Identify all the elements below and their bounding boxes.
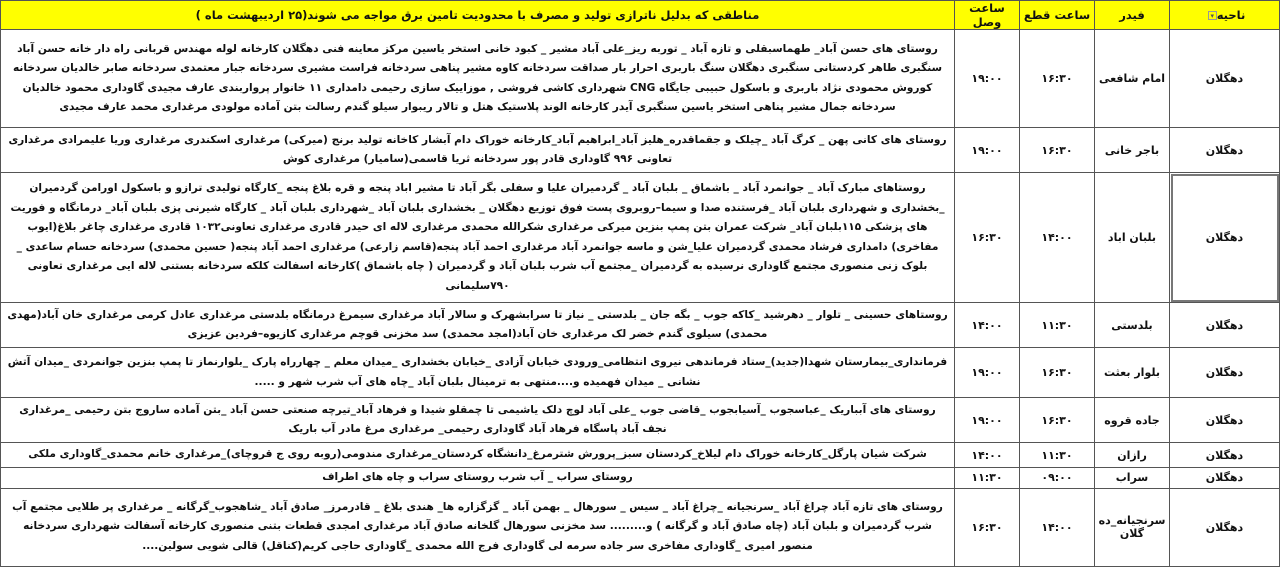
region-cell[interactable]: دهگلان [1170,468,1280,489]
connect-time-cell[interactable]: ۱۹:۰۰ [955,348,1020,398]
region-cell[interactable]: دهگلان [1170,303,1280,348]
cut-time-cell[interactable]: ۱۴:۰۰ [1020,488,1095,566]
connect-time-cell[interactable]: ۱۹:۰۰ [955,30,1020,128]
table-row [1,443,1280,468]
connect-time-cell[interactable]: ۱۶:۳۰ [955,488,1020,566]
cut-time-cell[interactable]: ۱۶:۳۰ [1020,348,1095,398]
feeder-cell[interactable]: امام شافعی [1095,30,1170,128]
cut-time-cell[interactable]: ۱۱:۳۰ [1020,303,1095,348]
header-areas: مناطقی که بدلیل ناترازی تولید و مصرف با محدودیت تامین برق مواجه می شوند(۲۵ اردیبهشت ماه ) [1,1,955,30]
areas-cell[interactable]: فرمانداری_بیمارستان شهدا(جدید)_ستاد فرماندهی نیروی انتظامی_ورودی خیابان آزادی _خیابان بخشداری _میدان معلم _ چهارراه پارک _بلوارنماز تا پمپ بنزین جوانمردی _میدان آتش نشانی _ میدان فهمیده و....منتهی به ترمینال بلبان آباد _چاه های آب شرب شهر و ..... [1,348,955,398]
cut-time-cell[interactable]: ۱۶:۳۰ [1020,30,1095,128]
connect-time-cell[interactable]: ۱۹:۰۰ [955,128,1020,173]
areas-cell[interactable]: روستاهای حسینی _ تلوار _ دهرشید _کاکه جوب _ بگه جان _ بلدستی _ نیاز تا سرابشهرک و سالار آباد مرغداری سیمرغ درمانگاه بلدستی مرغداری عادل کرمی مرغداری خان آباد(مهدی محمدی) سیلوی گندم خضر لک مرغداری خان آباد(امجد محمدی) سد مخزنی قوچم مرغداری کازیوه–فردین عزیزی [1,303,955,348]
filter-icon[interactable]: ▾ [1208,11,1217,20]
feeder-cell[interactable]: باجر خانی [1095,128,1170,173]
table-row [1,30,1280,128]
table-row [1,398,1280,443]
areas-cell[interactable]: روستای های حسن آباد_ طهماسبقلی و تازه آباد _ توربه ریز_علی آباد مشیر _ کبود خانی استخر یاسین مرکز معاینه فنی دهگلان کارخانه لوله مهندس قربانی راه دار خانه حسن آباد سنگبری طاهر کردستانی سنگبری دهگلان سنگ باربری احرار بار صداقت سردخانه کاوه مشیر پناهی سردخانه فراست مشیری سردخانه جبار معتمدی سردخانه صابر خالدیان سردخانه کوروش محمودی نژاد باربری و باسکول حبیبی جایگاه CNG شهرداری کاشی فروشی , موزاییک سازی رحیمی دامداری ۱۱ خانوار پرواربندی عارف مجیدی گاوداری محمود خالدیان سردخانه جمال مشیر پناهی استخر یاسین سنگبری آیدر کارخانه الوند پلاستیک هتل و تالار ریبوار سیلو گندم رسالت بتن آماده مولودی مرغداری محمد عارف مجیدی [1,30,955,128]
region-cell[interactable]: دهگلان [1170,488,1280,566]
feeder-cell[interactable]: جاده قروه [1095,398,1170,443]
cut-time-cell[interactable]: ۱۶:۳۰ [1020,128,1095,173]
areas-cell[interactable]: روستای های آبباریک _عباسجوب _آسیابجوب _قاضی جوب _علی آباد لوچ دلک یاشیمی تا چمقلو شیدا و فرهاد آباد_تیرچه صنعتی حسن آباد _بتن آماده ساروج بتن رحیمی _مرغداری نجف آباد پاسگاه فرهاد آباد گاوداری رحیمی_ مرغداری مرغ مادر آب باریک [1,398,955,443]
areas-cell[interactable]: روستای های تازه آباد چراغ آباد _سرنجیانه _چراغ آباد _ سیس _ سورهال _ بهمن آباد _ گزگزاره ها_ هندی بلاغ _ قادرمرز_ صادق آباد _شاهجوب_گرگانه _ مرغداری پر طلایی مجتمع آب شرب گردمیران و بلبان آباد (چاه صادق آباد و گرگانه ) و......... سد مخزنی سورهال گلخانه صادق آباد مرغداری امجدی قطعات بتنی منصوری کارخانه آسفالت شهرداری سردخانه منصور امیری _گاوداری مفاخری سر جاده سرمه لی گاوداری فرج الله محمدی _گاوداری حاجی کریم(کناقل) قالی شویی سولین.... [1,488,955,566]
areas-cell[interactable]: شرکت شیان پارگل_کارخانه خوراک دام لیلاخ_کردستان سبز_پرورش شترمرغ_دانشگاه کردستان_مرغداری مندومی(روبه روی ج قروچای)_مرغداری خانم محمدی_گاوداری ملکی [1,443,955,468]
header-connect-time: ساعت وصل [955,1,1020,30]
cut-time-cell[interactable]: ۱۴:۰۰ [1020,173,1095,303]
table-row [1,303,1280,348]
region-cell[interactable]: دهگلان [1170,173,1280,303]
region-cell[interactable]: دهگلان [1170,443,1280,468]
cut-time-cell[interactable]: ۰۹:۰۰ [1020,468,1095,489]
connect-time-cell[interactable]: ۱۴:۰۰ [955,443,1020,468]
cut-time-cell[interactable]: ۱۱:۳۰ [1020,443,1095,468]
feeder-cell[interactable]: بلبان اباد [1095,173,1170,303]
header-region[interactable]: ناحیه▾ [1170,1,1280,30]
connect-time-cell[interactable]: ۱۱:۳۰ [955,468,1020,489]
header-row [1,1,1280,30]
feeder-cell[interactable]: بلوار بعثت [1095,348,1170,398]
cut-time-cell[interactable]: ۱۶:۳۰ [1020,398,1095,443]
areas-cell[interactable]: روستاهای مبارک آباد _ جوانمرد آباد _ باشماق _ بلبان آباد _ گردمیران علیا و سفلی بگر آباد تا مشیر اباد پنجه و قره بلاغ پنجه _کارگاه تولیدی ترازو و باسکول اورامن گردمیران _بخشداری و شهرداری بلبان آباد _فرستنده صدا و سیما–روبروی پست فوق توزیع دهگلان _ بخشداری بلبان آباد _شهرداری بلبان آباد _ کارگاه شیرنی پزی بلبان آباد_ درمانگاه و فوریت های پزشکی ۱۱۵بلبان آباد_ شرکت عمران بتن پمپ بنزین میرکی مرغداری شکرالله محمدی مرغداری لاله ای حیدر قادری مرغداری تعاونی۱۰۳۲ قادری مرغداری چاغر بلاغ(ایوب مفاخری) دامداری فرشاد محمدی گردمیران علیا_شن و ماسه جوانمرد آباد مرغداری احمد آباد پنجه(قاسم زارعی) مرغداری احمد آباد پنجه( حسین محمدی) سردخانه حسام ساعدی _ بلوک زنی منصوری مجتمع گاوداری نرسیده به گردمیران _مجتمع آب شرب بلبان آباد و گردمیران ( چاه باشماق )کارخانه اسفالت کلکه سردخانه بستنی لاله ایی مرغداری تعاونی ۷۹۰سلیمانی [1,173,955,303]
table-row [1,488,1280,566]
areas-cell[interactable]: روستای سراب _ آب شرب روستای سراب و چاه های اطراف [1,468,955,489]
table-row [1,348,1280,398]
areas-cell[interactable]: روستای های کانی پهن _ کرگ آباد _چیلک و جقماقدره_هلیز آباد_ابراهیم آباد_کارخانه خوراک دام آبشار کاخانه تولید برنج (میرکی) مرغداری اسکندری مرغداری وریا علیمرادی مرغداری تعاونی ۹۹۶ گاوداری قادر پور سردخانه ثریا قاسمی(سامیار) مرغداری کوش [1,128,955,173]
connect-time-cell[interactable]: ۱۶:۳۰ [955,173,1020,303]
table-row [1,468,1280,489]
connect-time-cell[interactable]: ۱۹:۰۰ [955,398,1020,443]
feeder-cell[interactable]: سراب [1095,468,1170,489]
region-cell[interactable]: دهگلان [1170,128,1280,173]
region-cell[interactable]: دهگلان [1170,30,1280,128]
table-row [1,128,1280,173]
region-cell[interactable]: دهگلان [1170,348,1280,398]
feeder-cell[interactable]: رازان [1095,443,1170,468]
feeder-cell[interactable]: سرنجیانه_ده گلان [1095,488,1170,566]
region-cell[interactable]: دهگلان [1170,398,1280,443]
header-cut-time: ساعت قطع [1020,1,1095,30]
table-row [1,173,1280,303]
feeder-cell[interactable]: بلدستی [1095,303,1170,348]
header-feeder: فیدر [1095,1,1170,30]
connect-time-cell[interactable]: ۱۴:۰۰ [955,303,1020,348]
